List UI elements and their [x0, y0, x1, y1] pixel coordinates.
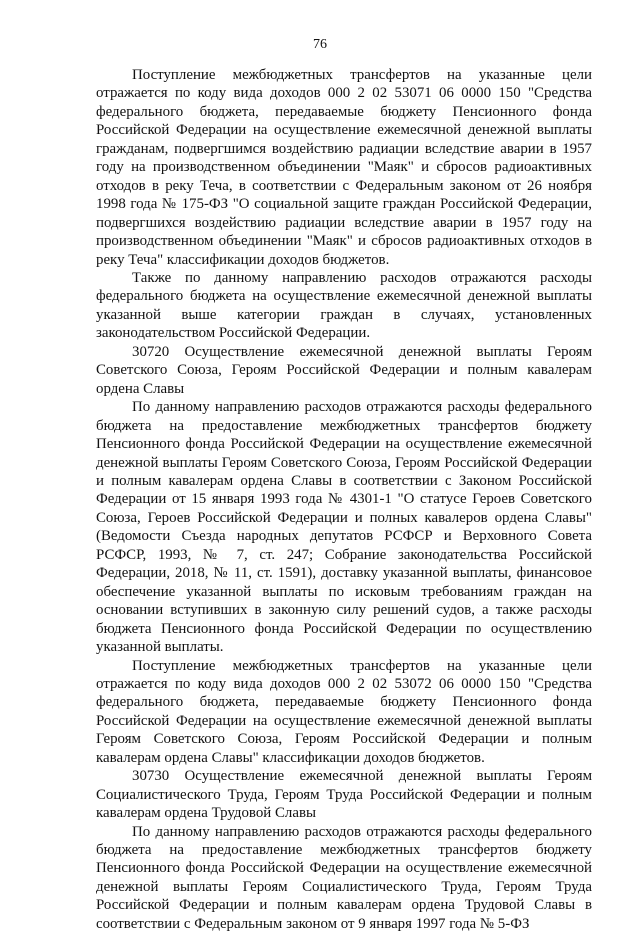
- section-heading-30730: 30730 Осуществление ежемесячной денежной выплаты Героям Социалистического Труда, Героям Труда Российской Федерации и полным кавалерам ордена Трудовой Славы: [96, 768, 592, 822]
- page-number: 76: [313, 37, 327, 52]
- paragraph-30720-description: По данному направлению расходов отражаются расходы федерального бюджета на предоставление межбюджетных трансфертов бюджету Пенсионного фонда Российской Федерации на осуществление ежемесячной денежной выплаты Героям Советского Союза, Героям Российской Федерации и полным кавалерам ордена Славы в соответствии с Законом Российской Федерации от 15 января 1993 года № 4301-1 "О статусе Героев Советского Союза, Героев Российской Федерации и полных кавалеров ордена Славы" (Ведомости Съезда народных депутатов РСФСР и Верховного Совета РСФСР, 1993, № 7, ст. 247; Собрание законодательства Российской Федерации, 2018, № 11, ст. 1591), доставку указанной выплаты, финансовое обеспечение указанной выплаты по исковым требованиям граждан на основании вступивших в законную силу решений судов, а также расходы бюджета Пенсионного фонда Российской Федерации по осуществлению указанной выплаты.: [96, 399, 592, 656]
- paragraph-income-transfers-mayak: Поступление межбюджетных трансфертов на указанные цели отражается по коду вида доходов 000 2 02 53071 06 0000 150 "Средства федерального бюджета, передаваемые бюджету Пенсионного фонда Российской Федерации на осуществление ежемесячной денежной выплаты гражданам, подвергшимся воздействию радиации вследствие аварии в 1957 году на производственном объединении "Маяк" и сбросов радиоактивных отходов в реку Теча, в соответствии с Федеральным законом от 26 ноября 1998 года № 175-ФЗ "О социальной защите граждан Российской Федерации, подвергшихся воздействию радиации вследствие аварии в 1957 году на производственном объединении "Маяк" и сбросов радиоактивных отходов в реку Теча" классификации доходов бюджетов.: [96, 67, 592, 268]
- document-body: [96, 66, 592, 933]
- section-heading-30720: 30720 Осуществление ежемесячной денежной выплаты Героям Советского Союза, Героям Российской Федерации и полным кавалерам ордена Славы: [96, 343, 592, 397]
- paragraph-30730-description: По данному направлению расходов отражаются расходы федерального бюджета на предоставление межбюджетных трансфертов бюджету Пенсионного фонда Российской Федерации на осуществление ежемесячной денежной выплаты Героям Социалистического Труда, Героям Труда Российской Федерации и полным кавалерам ордена Трудовой Славы в соответствии с Федеральным законом от 9 января 1997 года № 5-ФЗ: [96, 823, 592, 932]
- paragraph-income-transfers-heroes: Поступление межбюджетных трансфертов на указанные цели отражается по коду вида доходов 000 2 02 53072 06 0000 150 "Средства федерального бюджета, передаваемые бюджету Пенсионного фонда Российской Федерации на осуществление ежемесячной денежной выплаты Героям Советского Союза, Героям Российской Федерации и полным кавалерам ордена Славы" классификации доходов бюджетов.: [96, 657, 592, 766]
- paragraph-also-expenses: Также по данному направлению расходов отражаются расходы федерального бюджета на осуществление ежемесячной денежной выплаты указанной выше категории граждан в случаях, установленных законодательством Российской Федерации.: [96, 269, 592, 342]
